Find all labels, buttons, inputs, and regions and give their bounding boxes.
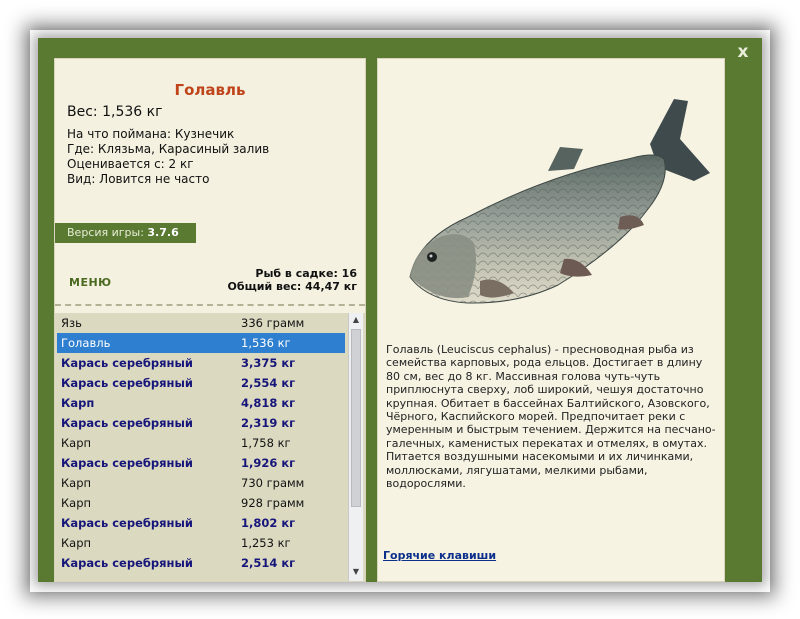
catch-fish-weight: 2,554 кг bbox=[241, 376, 296, 390]
catch-fish-weight: 4,818 кг bbox=[241, 396, 296, 410]
catch-list-row[interactable] bbox=[57, 553, 345, 573]
fish-bait: На что поймана: Кузнечик bbox=[67, 127, 235, 141]
menu-button[interactable]: МЕНЮ bbox=[69, 276, 112, 289]
catch-fish-weight: 1,758 кг bbox=[241, 436, 291, 450]
catch-fish-weight: 730 грамм bbox=[241, 476, 305, 490]
catch-list-rows bbox=[57, 313, 345, 573]
version-badge bbox=[55, 223, 196, 243]
total-weight: Общий вес: 44,47 кг bbox=[227, 280, 357, 293]
catch-fish-weight: 928 грамм bbox=[241, 496, 305, 510]
catch-fish-name: Карась серебряный bbox=[61, 516, 193, 530]
catch-fish-name: Язь bbox=[61, 316, 82, 330]
catch-stats bbox=[228, 267, 357, 293]
fish-rarity: Вид: Ловится не часто bbox=[67, 172, 210, 186]
list-scrollbar[interactable] bbox=[348, 313, 363, 581]
chevron-down-icon[interactable]: ▼ bbox=[352, 567, 360, 576]
fish-details bbox=[67, 127, 269, 187]
dashed-divider bbox=[55, 304, 365, 306]
catch-list-row[interactable] bbox=[57, 473, 345, 493]
catch-fish-weight: 1,536 кг bbox=[241, 336, 291, 350]
fish-location: Где: Клязьма, Карасиный залив bbox=[67, 142, 270, 156]
fish-title: Голавль bbox=[174, 81, 246, 99]
catch-fish-name: Карп bbox=[61, 436, 92, 450]
catch-fish-name: Карп bbox=[61, 496, 92, 510]
catch-list-row[interactable] bbox=[57, 393, 345, 413]
fish-valued-from: Оценивается с: 2 кг bbox=[67, 157, 194, 171]
catch-fish-name: Карась серебряный bbox=[61, 356, 193, 370]
version-label: Версия игры: bbox=[67, 226, 148, 239]
catch-list-row[interactable] bbox=[57, 333, 345, 353]
catch-list[interactable] bbox=[55, 313, 365, 581]
scrollbar-thumb[interactable] bbox=[351, 329, 361, 507]
catch-list-row[interactable] bbox=[57, 533, 345, 553]
catch-fish-name: Карась серебряный bbox=[61, 456, 193, 470]
chub-fish-image bbox=[388, 89, 718, 319]
catch-fish-weight: 1,802 кг bbox=[241, 516, 296, 530]
catch-fish-weight: 336 грамм bbox=[241, 316, 305, 330]
catch-fish-weight: 3,375 кг bbox=[241, 356, 296, 370]
catch-fish-name: Карп bbox=[61, 396, 95, 410]
catch-fish-name: Карась серебряный bbox=[61, 376, 193, 390]
catch-info-panel bbox=[54, 58, 366, 582]
catch-fish-weight: 1,253 кг bbox=[241, 536, 291, 550]
hotkeys-link[interactable]: Горячие клавиши bbox=[383, 549, 497, 562]
catch-fish-name: Карась серебряный bbox=[61, 556, 193, 570]
catch-window bbox=[38, 38, 762, 582]
catch-list-row[interactable] bbox=[57, 493, 345, 513]
version-value: 3.7.6 bbox=[147, 226, 179, 239]
catch-list-row[interactable] bbox=[57, 413, 345, 433]
catch-list-row[interactable] bbox=[57, 513, 345, 533]
catch-list-row[interactable] bbox=[57, 453, 345, 473]
catch-fish-name: Голавль bbox=[61, 336, 111, 350]
catch-fish-weight: 1,926 кг bbox=[241, 456, 296, 470]
catch-fish-name: Карп bbox=[61, 476, 92, 490]
fish-weight: Вес: 1,536 кг bbox=[67, 104, 163, 120]
catch-list-row[interactable] bbox=[57, 353, 345, 373]
fish-info bbox=[55, 59, 365, 317]
catch-list-row[interactable] bbox=[57, 313, 345, 333]
fish-description-panel bbox=[377, 58, 725, 582]
close-icon: x bbox=[737, 42, 749, 62]
catch-list-row[interactable] bbox=[57, 433, 345, 453]
fish-description: Голавль (Leuciscus cephalus) - пресноводная рыба из семейства карповых, рода ельцов. Достигает в длину 80 см, вес до 8 кг. Массивная голова чуть-чуть приплюснута сверху, лоб широкий, чешуя достаточно крупная. Обитает в бассейнах Балтийского, Азовского, Чёрного, Каспийского морей. Предпочитает реки с умеренным и быстрым течением. Держится на песчано-галечных, каменистых перекатах и отмелях, в омутах. Питается воздушными насекомыми и их личинками, моллюсками, лягушатами, мелкими рыбами, водорослями. bbox=[386, 343, 716, 491]
close-button[interactable] bbox=[734, 42, 752, 62]
catch-fish-name: Карась серебряный bbox=[61, 416, 193, 430]
catch-list-row[interactable] bbox=[57, 373, 345, 393]
fish-count: Рыб в садке: 16 bbox=[255, 267, 357, 280]
chevron-up-icon[interactable]: ▲ bbox=[352, 315, 360, 324]
catch-fish-name: Карп bbox=[61, 536, 92, 550]
catch-fish-weight: 2,319 кг bbox=[241, 416, 296, 430]
catch-fish-weight: 2,514 кг bbox=[241, 556, 296, 570]
